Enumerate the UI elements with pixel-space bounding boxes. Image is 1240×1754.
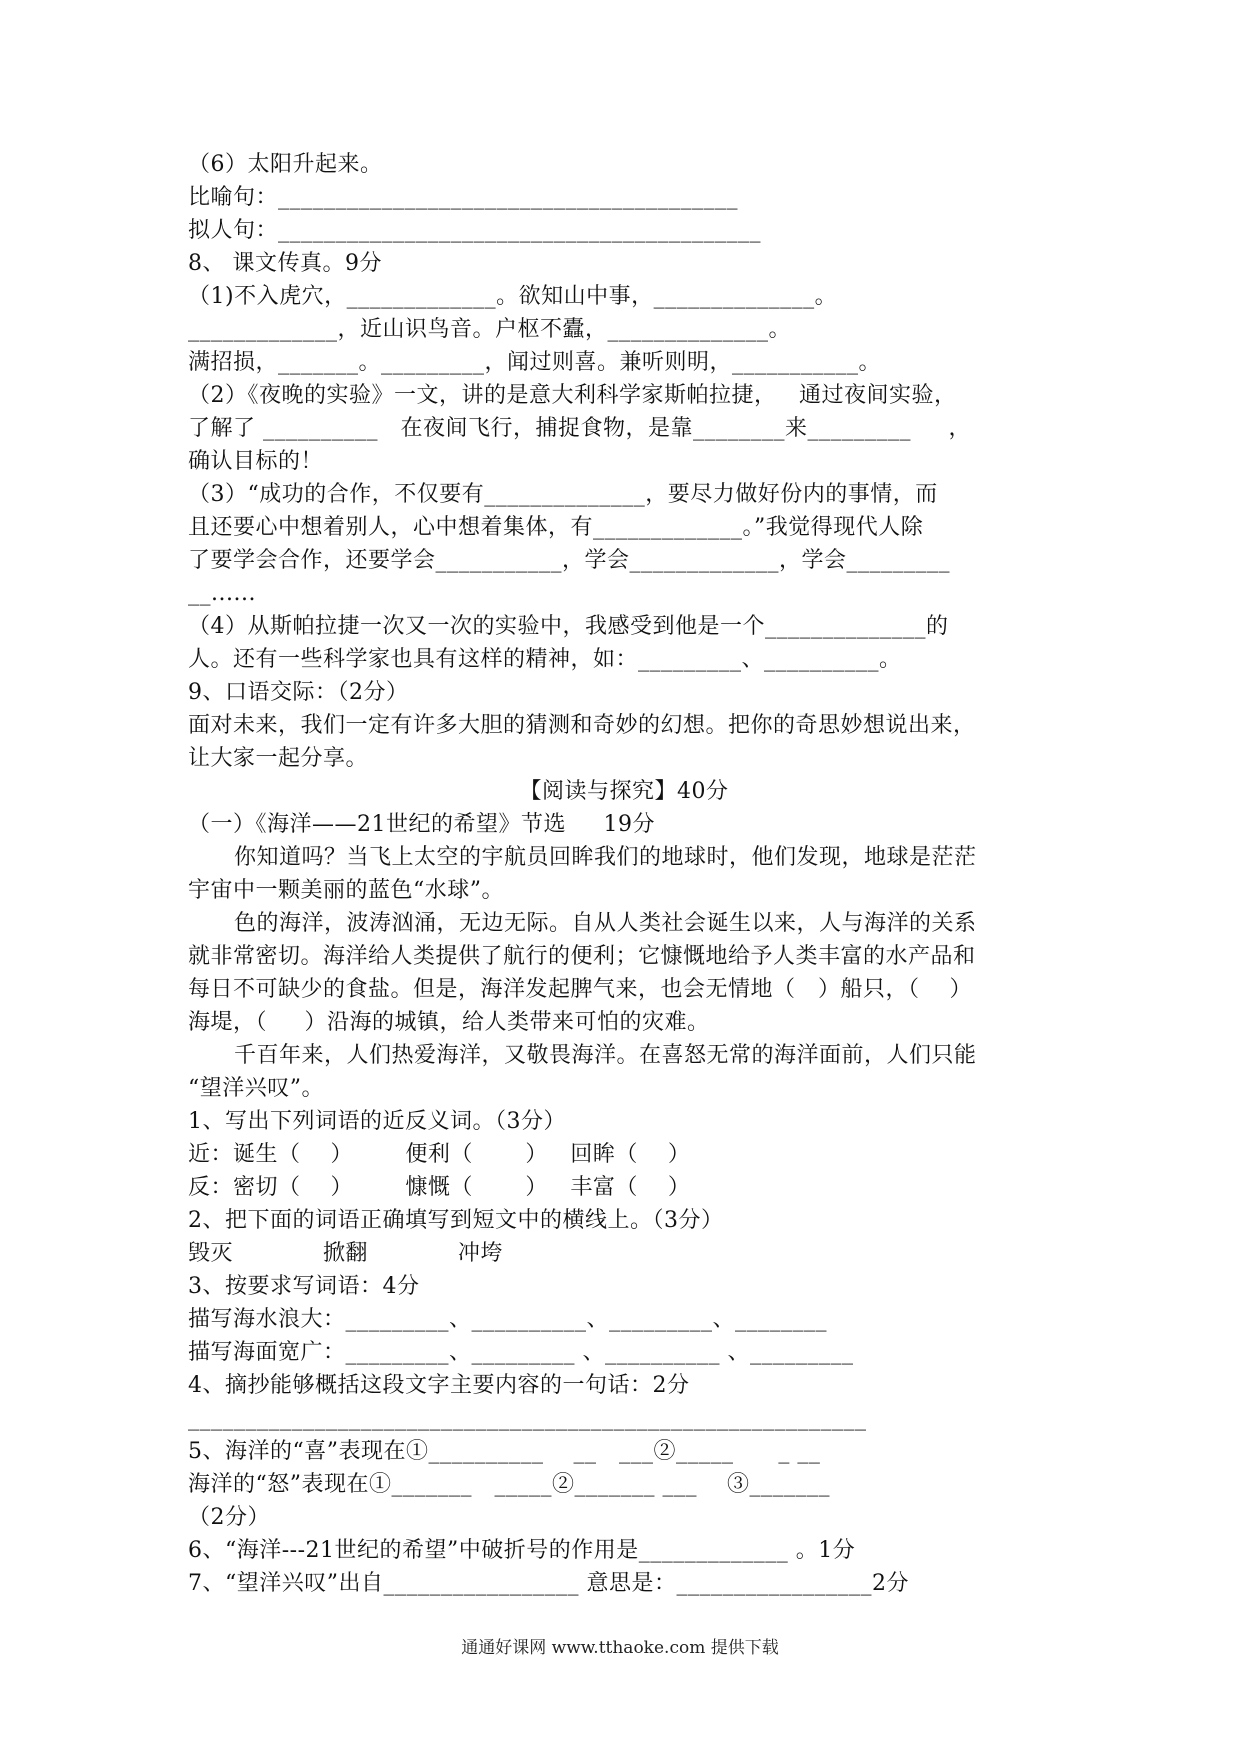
text-line: （6）太阳升起来。 bbox=[188, 152, 383, 177]
section-title: 【阅读与探究】40分 bbox=[519, 779, 729, 804]
text-line: 海洋的“怒”表现在①_______ _____②_______ ___ ③_______ bbox=[188, 1472, 830, 1497]
page-footer: 通通好课网 www.tthaoke.com 提供下载 bbox=[461, 1638, 779, 1658]
question-heading: 8、 课文传真。9分 bbox=[188, 251, 382, 276]
text-line: 了要学会合作，还要学会___________，学会_____________，学会_________ bbox=[188, 548, 951, 573]
text-line: （1)不入虎穴，_____________。欲知山中事，______________。 bbox=[188, 284, 838, 309]
question-heading: 4、摘抄能够概括这段文字主要内容的一句话：2分 bbox=[188, 1373, 690, 1398]
text-line: 确认目标的！ bbox=[188, 449, 324, 474]
text-line: 且还要心中想着别人，心中想着集体，有_____________。”我觉得现代人除 bbox=[188, 515, 924, 540]
text-line: 6、“海洋---21世纪的希望”中破折号的作用是_____________ 。1分 bbox=[188, 1538, 856, 1563]
question-heading: 1、写出下列词语的近反义词。（3分） bbox=[188, 1109, 566, 1134]
passage-line: 海堤，（ ）沿海的城镇，给人类带来可怕的灾难。 bbox=[188, 1010, 710, 1035]
text-line: （2分） bbox=[188, 1505, 270, 1530]
text-line: 近：诞生（ ） 便利（ ） 回眸（ ） bbox=[188, 1142, 691, 1167]
text-line: 面对未来，我们一定有许多大胆的猜测和奇妙的幻想。把你的奇思妙想说出来， bbox=[188, 713, 976, 738]
text-line: 5、海洋的“喜”表现在①__________ __ ___②_____ _ __ bbox=[188, 1439, 821, 1464]
text-line: 7、“望洋兴叹”出自_________________ 意思是：_________________2分 bbox=[188, 1571, 909, 1596]
text-line: 人。还有一些科学家也具有这样的精神，如：_________、__________。 bbox=[188, 647, 902, 672]
text-line: 比喻句：________________________________________ bbox=[188, 185, 739, 210]
answer-line: ___________________________________________________________ bbox=[188, 1406, 867, 1431]
text-line: 反：密切（ ） 慷慨（ ） 丰富（ ） bbox=[188, 1175, 691, 1200]
passage-line: 每日不可缺少的食盐。但是，海洋发起脾气来，也会无情地（ ）船只，（ ） bbox=[188, 977, 972, 1002]
question-heading: 3、按要求写词语：4分 bbox=[188, 1274, 420, 1299]
passage-line: 就非常密切。海洋给人类提供了航行的便利；它慷慨地给予人类丰富的水产品和 bbox=[188, 944, 976, 969]
passage-line: “望洋兴叹”。 bbox=[188, 1076, 324, 1101]
question-heading: 9、口语交际：（2分） bbox=[188, 680, 409, 705]
text-line: 毁灭 掀翻 冲垮 bbox=[188, 1241, 503, 1266]
question-heading: 2、把下面的词语正确填写到短文中的横线上。（3分） bbox=[188, 1208, 724, 1233]
text-line: _____________，近山识鸟音。户枢不蠹，______________。 bbox=[188, 317, 792, 342]
text-line: 满招损，_______。_________，闻过则喜。兼听则明，___________。 bbox=[188, 350, 882, 375]
text-line: __...... bbox=[188, 581, 256, 606]
passage-line: 宇宙中一颗美丽的蓝色“水球”。 bbox=[188, 878, 504, 903]
passage-title: （一）《海洋——21世纪的希望》节选 19分 bbox=[188, 812, 655, 837]
text-line: 让大家一起分享。 bbox=[188, 746, 369, 771]
exam-page bbox=[188, 148, 1060, 1600]
passage-line: 你知道吗？当飞上太空的宇航员回眸我们的地球时，他们发现，地球是茫茫 bbox=[234, 845, 977, 870]
passage-line: 千百年来，人们热爱海洋，又敬畏海洋。在喜怒无常的海洋面前，人们只能 bbox=[234, 1043, 977, 1068]
passage-line: 色的海洋，波涛汹涌，无边无际。自从人类社会诞生以来，人与海洋的关系 bbox=[234, 911, 977, 936]
text-line: 描写海水浪大：_________、__________、_________、________ bbox=[188, 1307, 828, 1332]
text-line: （4）从斯帕拉捷一次又一次的实验中，我感受到他是一个______________的 bbox=[188, 614, 949, 639]
text-line: 了解了 __________ 在夜间飞行，捕捉食物，是靠________来_________ ， bbox=[188, 416, 971, 441]
text-line: （2）《夜晚的实验》一文，讲的是意大利科学家斯帕拉捷， 通过夜间实验， bbox=[188, 383, 957, 408]
text-line: （3）“成功的合作，不仅要有______________，要尽力做好份内的事情，而 bbox=[188, 482, 938, 507]
text-line: 描写海面宽广：_________、_________ 、__________ 、_________ bbox=[188, 1340, 854, 1365]
text-line: 拟人句：__________________________________________ bbox=[188, 218, 762, 243]
